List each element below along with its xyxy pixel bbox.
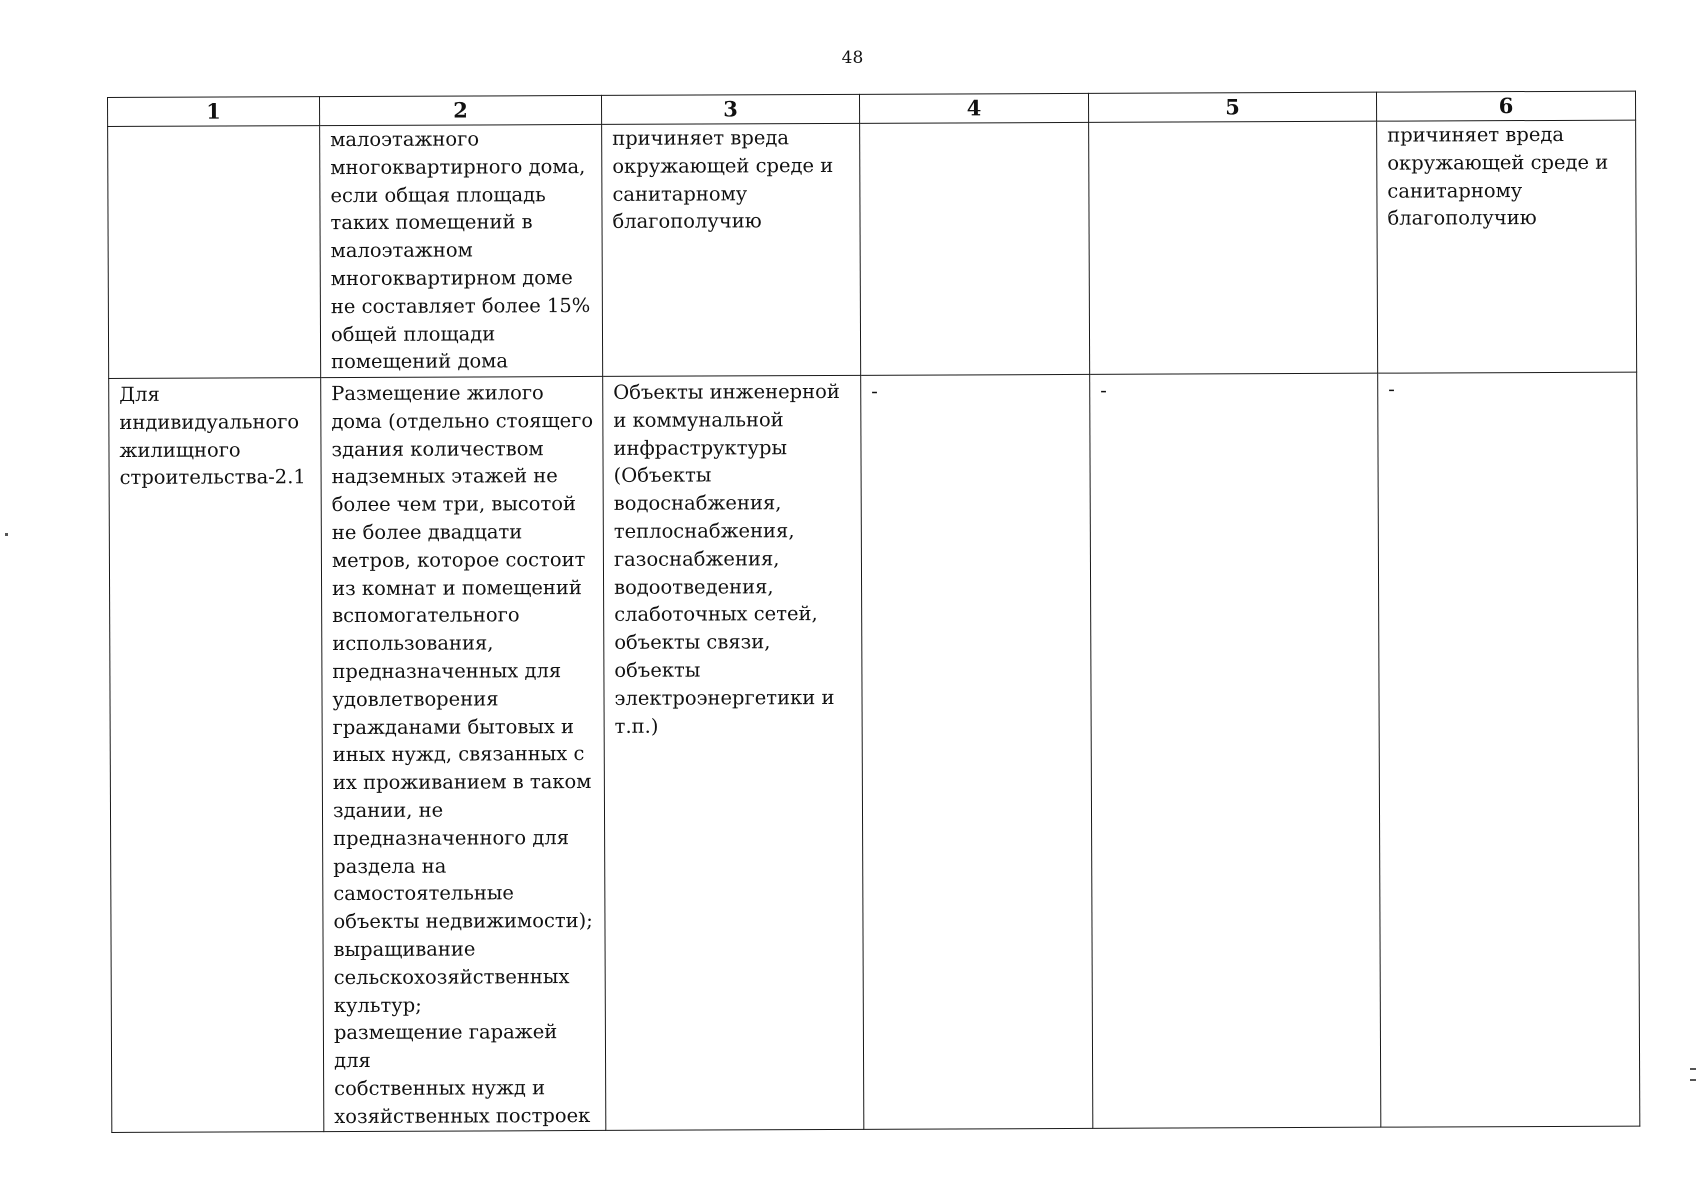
- column-header-1: 1: [108, 97, 320, 127]
- scan-speck: [1690, 1068, 1696, 1070]
- table-cell-5: [1089, 121, 1378, 374]
- table-cell-1: Для индивидуального жилищного строительства-2.1: [109, 378, 324, 1132]
- table-cell-4: [860, 122, 1090, 375]
- scan-speck: [5, 533, 8, 536]
- table-cell-3: Объекты инженерной и коммунальной инфраструктуры (Объекты водоснабжения, теплоснабжения, газоснабжения, водоотведения, слаботочных сетей, объекты связи, объекты электроэнергетики и т.п.): [603, 375, 864, 1130]
- table-cell-5: -: [1090, 373, 1381, 1128]
- column-header-3: 3: [601, 94, 859, 124]
- table-cell-2: Размещение жилого дома (отдельно стоящего здания количеством надземных этажей не более чем три, высотой не более двадцати метров, которое состоит из комнат и помещений вспомогательного использования, предназначенных для удовлетворения гражданами бытовых и иных нужд, связанных с их проживанием в таком здании, не предназначенного для раздела на самостоятельные объекты недвижимости); выращивание сельскохозяйственных культур; размещение гаражей для собственных нужд и хозяйственных построек: [321, 376, 606, 1131]
- table-cell-3: причиняет вреда окружающей среде и санитарному благополучию: [602, 123, 861, 376]
- table-cell-6: причиняет вреда окружающей среде и санитарному благополучию: [1377, 120, 1637, 373]
- page-number: 48: [841, 48, 864, 68]
- table-cell-2: малоэтажного многоквартирного дома, если общая площадь таких помещений в малоэтажном многоквартирном доме не составляет более 15% общей площади помещений дома: [320, 124, 603, 377]
- table-cell-4: -: [861, 374, 1093, 1128]
- table-row-continuation: [108, 120, 1637, 378]
- land-use-table: [107, 91, 1640, 1133]
- table-cell-1: [108, 126, 321, 379]
- table-row-individual-housing: [109, 372, 1640, 1132]
- column-header-4: 4: [859, 93, 1088, 123]
- table-cell-6: -: [1378, 372, 1640, 1127]
- column-header-6: 6: [1376, 91, 1635, 121]
- column-header-2: 2: [320, 95, 602, 125]
- column-header-5: 5: [1088, 92, 1376, 122]
- scan-speck: [1690, 1079, 1696, 1081]
